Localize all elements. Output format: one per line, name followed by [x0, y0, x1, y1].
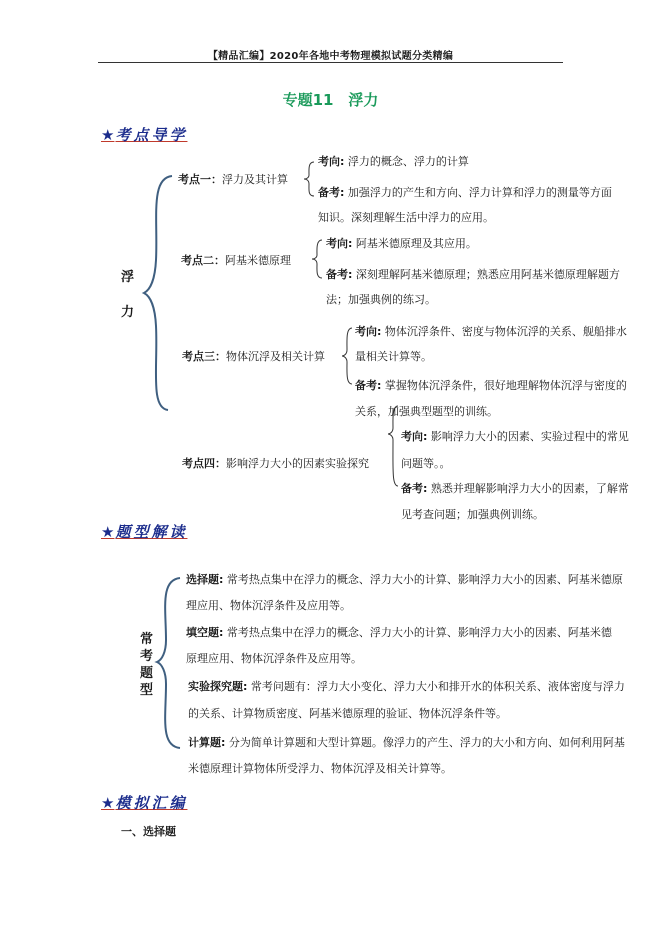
subsection-choice: 一、选择题	[121, 825, 176, 838]
root-char-fu: 浮	[121, 270, 135, 285]
root-char-li: 力	[121, 305, 135, 320]
kaodian-2: 考点二：阿基米德原理	[181, 254, 291, 267]
kaodian-4: 考点四：影响浮力大小的因素实验探究	[182, 457, 369, 470]
beikao-1: 备考: 加强浮力的产生和方向、浮力计算和浮力的测量等方面	[318, 186, 612, 199]
section-heading-moni: ★模拟汇编	[101, 794, 188, 812]
beikao-2: 备考: 深刻理解阿基米德原理；熟悉应用阿基米德原理解题方	[326, 268, 620, 281]
tixing-fill-cont: 原理应用、物体沉浮条件及应用等。	[186, 652, 362, 665]
kaodian-1	[178, 171, 288, 187]
root-char-kao: 考	[140, 649, 154, 664]
brace-2	[312, 240, 322, 278]
tixing-fill: 填空题: 常考热点集中在浮力的概念、浮力大小的计算、影响浮力大小的因素、阿基米德	[186, 626, 612, 639]
kaodian-label: 考点一：	[178, 173, 222, 186]
tixing-choice-cont: 理应用、物体沉浮条件及应用等。	[186, 599, 351, 612]
kaoxiang-1: 考向: 浮力的概念、浮力的计算	[318, 155, 469, 168]
tixing-choice: 选择题: 常考热点集中在浮力的概念、浮力大小的计算、影响浮力大小的因素、阿基米德原	[186, 573, 623, 586]
beikao-4-cont: 见考查问题；加强典例训练。	[401, 508, 544, 521]
tixing-experiment: 实验探究题: 常考问题有：浮力大小变化、浮力大小和排开水的体积关系、液体密度与浮力	[188, 680, 625, 693]
page-header: 【精品汇编】2020年各地中考物理模拟试题分类精编	[207, 51, 454, 62]
kaodian-3: 考点三：物体沉浮及相关计算	[182, 350, 325, 363]
beikao-1-cont: 知识。深刻理解生活中浮力的应用。	[318, 211, 494, 224]
brace-3	[342, 328, 352, 384]
kaoxiang-3-cont: 量相关计算等。	[355, 350, 432, 363]
kaodian-name: 浮力及其计算	[222, 173, 288, 186]
root-char-ti: 题	[140, 666, 154, 681]
beikao-2-cont: 法；加强典例的练习。	[326, 293, 436, 306]
tixing-experiment-cont: 的关系、计算物质密度、阿基米德原理的验证、物体沉浮条件等。	[188, 707, 507, 720]
root-char-chang: 常	[140, 632, 154, 647]
big-brace-kaodian	[144, 176, 172, 410]
section-title: 考点导学	[115, 126, 188, 144]
tixing-calc: 计算题: 分为简单计算题和大型计算题。像浮力的产生、浮力的大小和方向、如何利用阿基	[188, 736, 625, 749]
brace-1	[304, 162, 314, 196]
kaoxiang-4: 考向: 影响浮力大小的因素、实验过程中的常见	[401, 430, 629, 443]
beikao-4: 备考: 熟悉并理解影响浮力大小的因素，了解常	[401, 482, 629, 495]
kaoxiang-4-cont: 问题等。。	[401, 457, 451, 470]
star-icon: ★	[101, 126, 115, 144]
root-char-xing: 型	[140, 683, 154, 698]
kaoxiang-3: 考向: 物体沉浮条件、密度与物体沉浮的关系、舰船排水	[355, 325, 627, 338]
page-title: 专题11 浮力	[282, 91, 379, 109]
beikao-3-cont: 关系，加强典型题型的训练。	[355, 405, 498, 418]
beikao-3: 备考: 掌握物体沉浮条件，很好地理解物体沉浮与密度的	[355, 379, 627, 392]
star-icon: ★	[101, 523, 115, 541]
tixing-calc-cont: 米德原理计算物体所受浮力、物体沉浮及相关计算等。	[188, 762, 452, 775]
star-icon: ★	[101, 794, 115, 812]
section-heading-tixing: ★题型解读	[101, 523, 188, 541]
big-brace-tixing	[157, 578, 180, 748]
kaoxiang-2: 考向: 阿基米德原理及其应用。	[326, 237, 477, 250]
